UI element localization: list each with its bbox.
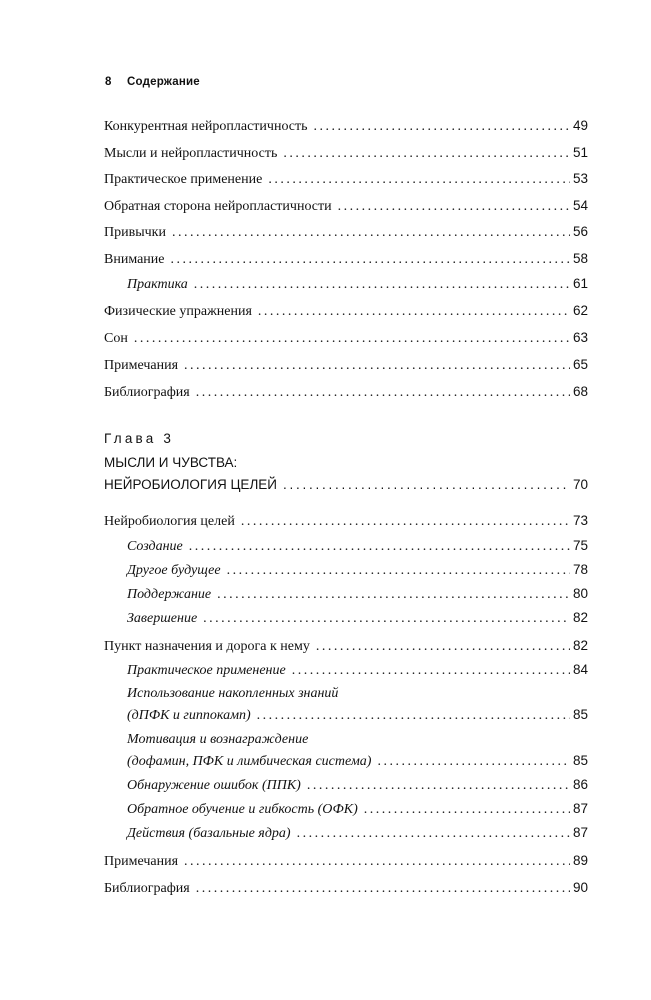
toc-leader-dots xyxy=(292,663,570,679)
toc-leader-dots xyxy=(196,881,570,897)
toc-subentry[interactable] xyxy=(127,562,588,579)
toc-entry-title: Конкурентная нейропластичность xyxy=(104,119,308,134)
toc-entry-page: 85 xyxy=(572,753,588,768)
toc-entry-page: 62 xyxy=(572,303,588,318)
toc-entry-page: 84 xyxy=(572,662,588,677)
toc-entry-page: 89 xyxy=(572,853,588,868)
toc-leader-dots xyxy=(194,277,570,293)
toc-entry-title: Завершение xyxy=(127,611,198,626)
header-page-number: 8 xyxy=(105,76,112,88)
toc-subentry[interactable] xyxy=(127,801,588,818)
toc-entry-title: Библиография xyxy=(104,881,190,896)
toc-entry-page: 82 xyxy=(572,610,588,625)
toc-leader-dots xyxy=(134,331,570,347)
chapter-label: Глава 3 xyxy=(104,431,175,446)
toc-entry-title: Обнаружение ошибок (ППК) xyxy=(127,778,301,793)
toc-subentry[interactable] xyxy=(127,276,588,293)
toc-entry-page: 54 xyxy=(572,198,588,213)
toc-entry[interactable] xyxy=(104,303,588,320)
toc-subentry[interactable] xyxy=(127,825,588,842)
toc-entry-title: Внимание xyxy=(104,252,165,267)
toc-entry-title: Создание xyxy=(127,539,183,554)
toc-entry[interactable] xyxy=(104,145,588,162)
toc-leader-dots xyxy=(297,826,570,842)
toc-entry-title: Обратная сторона нейропластичности xyxy=(104,199,332,214)
toc-leader-dots xyxy=(258,304,570,320)
toc-entry[interactable] xyxy=(104,198,588,215)
toc-entry[interactable] xyxy=(104,853,588,870)
toc-entry-page: 87 xyxy=(572,801,588,816)
toc-leader-dots xyxy=(184,358,570,374)
toc-leader-dots xyxy=(189,539,570,555)
toc-leader-dots xyxy=(196,385,570,401)
toc-entry-page: 87 xyxy=(572,825,588,840)
toc-leader-dots xyxy=(338,199,570,215)
toc-leader-dots xyxy=(203,611,570,627)
toc-subentry[interactable] xyxy=(127,707,588,724)
chapter-title-line1: МЫСЛИ И ЧУВСТВА: xyxy=(104,455,238,470)
toc-entry-title: (дофамин, ПФК и лимбическая система) xyxy=(127,754,372,769)
toc-entry[interactable] xyxy=(104,330,588,347)
toc-entry-page: 82 xyxy=(572,638,588,653)
toc-entry[interactable] xyxy=(104,118,588,135)
toc-leader-dots xyxy=(172,225,570,241)
toc-entry-title: Практическое применение xyxy=(127,663,286,678)
header-title: Содержание xyxy=(127,76,200,88)
toc-entry[interactable] xyxy=(104,251,588,268)
toc-entry-page: 61 xyxy=(572,276,588,291)
toc-entry-page: 86 xyxy=(572,777,588,792)
toc-entry-page: 68 xyxy=(572,384,588,399)
toc-entry-page: 73 xyxy=(572,513,588,528)
toc-entry-title: Обратное обучение и гибкость (ОФК) xyxy=(127,802,358,817)
chapter-title-entry[interactable] xyxy=(104,477,588,493)
toc-entry-page: 53 xyxy=(572,171,588,186)
toc-entry-title: Сон xyxy=(104,331,128,346)
toc-entry[interactable] xyxy=(104,638,588,655)
toc-leader-dots xyxy=(283,477,570,493)
toc-subentry-title-line1: Мотивация и вознаграждение xyxy=(127,732,309,747)
toc-leader-dots xyxy=(314,119,570,135)
toc-entry-page: 51 xyxy=(572,145,588,160)
toc-entry[interactable] xyxy=(104,224,588,241)
toc-entry-title: (дПФК и гиппокамп) xyxy=(127,708,251,723)
toc-entry-title: Библиография xyxy=(104,385,190,400)
toc-subentry-title-line1: Использование накопленных знаний xyxy=(127,686,339,701)
chapter-title-line2: НЕЙРОБИОЛОГИЯ ЦЕЛЕЙ xyxy=(104,477,278,492)
toc-entry-page: 58 xyxy=(572,251,588,266)
toc-entry-page: 90 xyxy=(572,880,588,895)
toc-entry[interactable] xyxy=(104,171,588,188)
toc-entry-title: Нейробиология целей xyxy=(104,514,235,529)
toc-entry-page: 56 xyxy=(572,224,588,239)
toc-entry-page: 65 xyxy=(572,357,588,372)
toc-entry-title: Практика xyxy=(127,277,188,292)
running-header xyxy=(105,76,200,88)
toc-entry[interactable] xyxy=(104,384,588,401)
toc-leader-dots xyxy=(377,754,570,770)
toc-leader-dots xyxy=(241,514,570,530)
toc-entry-title: Примечания xyxy=(104,854,179,869)
toc-subentry[interactable] xyxy=(127,753,588,770)
toc-entry-page: 49 xyxy=(572,118,588,133)
toc-leader-dots xyxy=(283,146,570,162)
toc-leader-dots xyxy=(364,802,570,818)
toc-entry-page: 80 xyxy=(572,586,588,601)
toc-leader-dots xyxy=(316,639,570,655)
toc-leader-dots xyxy=(217,587,570,603)
toc-entry-title: Практическое применение xyxy=(104,172,263,187)
toc-leader-dots xyxy=(307,778,570,794)
toc-entry-title: Поддержание xyxy=(127,587,212,602)
toc-entry-title: Действия (базальные ядра) xyxy=(127,826,291,841)
toc-entry[interactable] xyxy=(104,513,588,530)
toc-entry-title: Привычки xyxy=(104,225,166,240)
toc-entry-title: Физические упражнения xyxy=(104,304,252,319)
toc-entry-title: Пункт назначения и дорога к нему xyxy=(104,639,310,654)
toc-leader-dots xyxy=(257,708,570,724)
toc-subentry[interactable] xyxy=(127,662,588,679)
toc-entry[interactable] xyxy=(104,357,588,374)
toc-entry-page: 75 xyxy=(572,538,588,553)
toc-leader-dots xyxy=(268,172,570,188)
toc-leader-dots xyxy=(184,854,570,870)
toc-entry[interactable] xyxy=(104,880,588,897)
toc-subentry[interactable] xyxy=(127,610,588,627)
toc-entry-page: 85 xyxy=(572,707,588,722)
toc-entry-page: 78 xyxy=(572,562,588,577)
toc-subentry[interactable] xyxy=(127,538,588,555)
toc-entry-title: Мысли и нейропластичность xyxy=(104,146,278,161)
toc-leader-dots xyxy=(171,252,570,268)
toc-entry-title: Примечания xyxy=(104,358,179,373)
toc-entry-page: 63 xyxy=(572,330,588,345)
toc-subentry[interactable] xyxy=(127,586,588,603)
toc-leader-dots xyxy=(227,563,570,579)
toc-entry-title: Другое будущее xyxy=(127,563,221,578)
toc-subentry[interactable] xyxy=(127,777,588,794)
toc-entry-page: 70 xyxy=(572,477,588,492)
